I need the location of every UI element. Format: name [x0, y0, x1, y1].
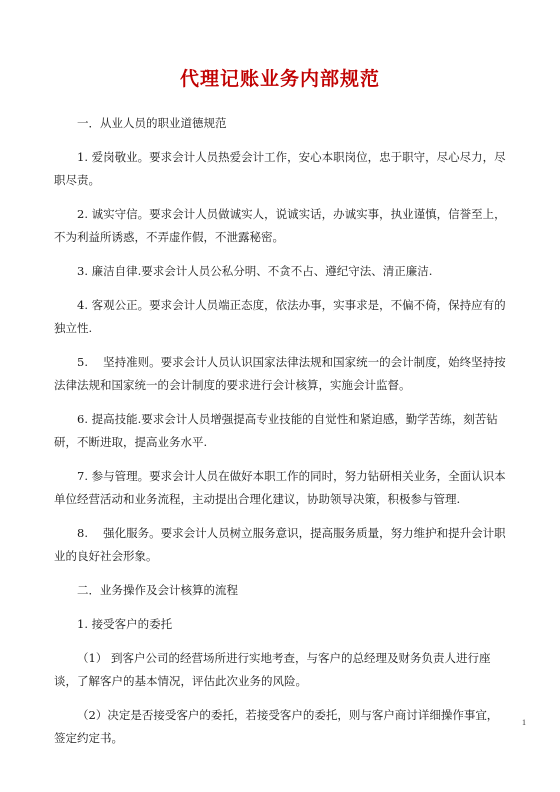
paragraph: （2）决定是否接受客户的委托，若接受客户的委托，则与客户商讨详细操作事宜，签定约定书。	[54, 708, 499, 745]
paragraph: 1. 爱岗敬业。要求会计人员热爱会计工作，安心本职岗位，忠于职守，尽心尽力，尽职尽责。	[54, 150, 506, 187]
paragraph: 8. 强化服务。要求会计人员树立服务意识，提高服务质量，努力维护和提升会计职业的良好社会形象。	[54, 526, 506, 563]
paragraph: （1） 到客户公司的经营场所进行实地考查，与客户的总经理及财务负责人进行座谈，了解客户的基本情况，评估此次业务的风险。	[54, 651, 491, 688]
section-heading-ethics: 一．从业人员的职业道德规范	[77, 116, 227, 130]
paragraph: 4. 客观公正。要求会计人员端正态度，依法办事，实事求是，不偏不倚，保持应有的独立性.	[54, 298, 506, 335]
paragraph: 7. 参与管理。要求会计人员在做好本职工作的同时，努力钻研相关业务，全面认识本单位经营活动和业务流程，主动提出合理化建议，协助领导决策，积极参与管理.	[54, 469, 506, 506]
paragraph: 2. 诚实守信。要求会计人员做诚实人，说诚实话，办诚实事，执业谨慎，信誉至上，不为利益所诱惑，不弄虚作假，不泄露秘密。	[54, 207, 506, 244]
section-heading-process: 二．业务操作及会计核算的流程	[77, 583, 238, 597]
paragraph: 5. 坚持准则。要求会计人员认识国家法律法规和国家统一的会计制度，始终坚持按法律法规和国家统一的会计制度的要求进行会计核算，实施会计监督。	[54, 355, 506, 392]
page-number: 1	[522, 718, 526, 727]
paragraph: 3. 廉洁自律.要求会计人员公私分明、不贪不占、遵纪守法、清正廉洁.	[77, 264, 433, 278]
document-body	[54, 112, 506, 761]
paragraph: 6. 提高技能.要求会计人员增强提高专业技能的自觉性和紧迫感，勤学苦练，刻苦钻研，不断进取，提高业务水平.	[54, 412, 498, 449]
document-title: 代理记账业务内部规范	[179, 68, 380, 90]
sub-heading: 1. 接受客户的委托	[77, 617, 173, 631]
